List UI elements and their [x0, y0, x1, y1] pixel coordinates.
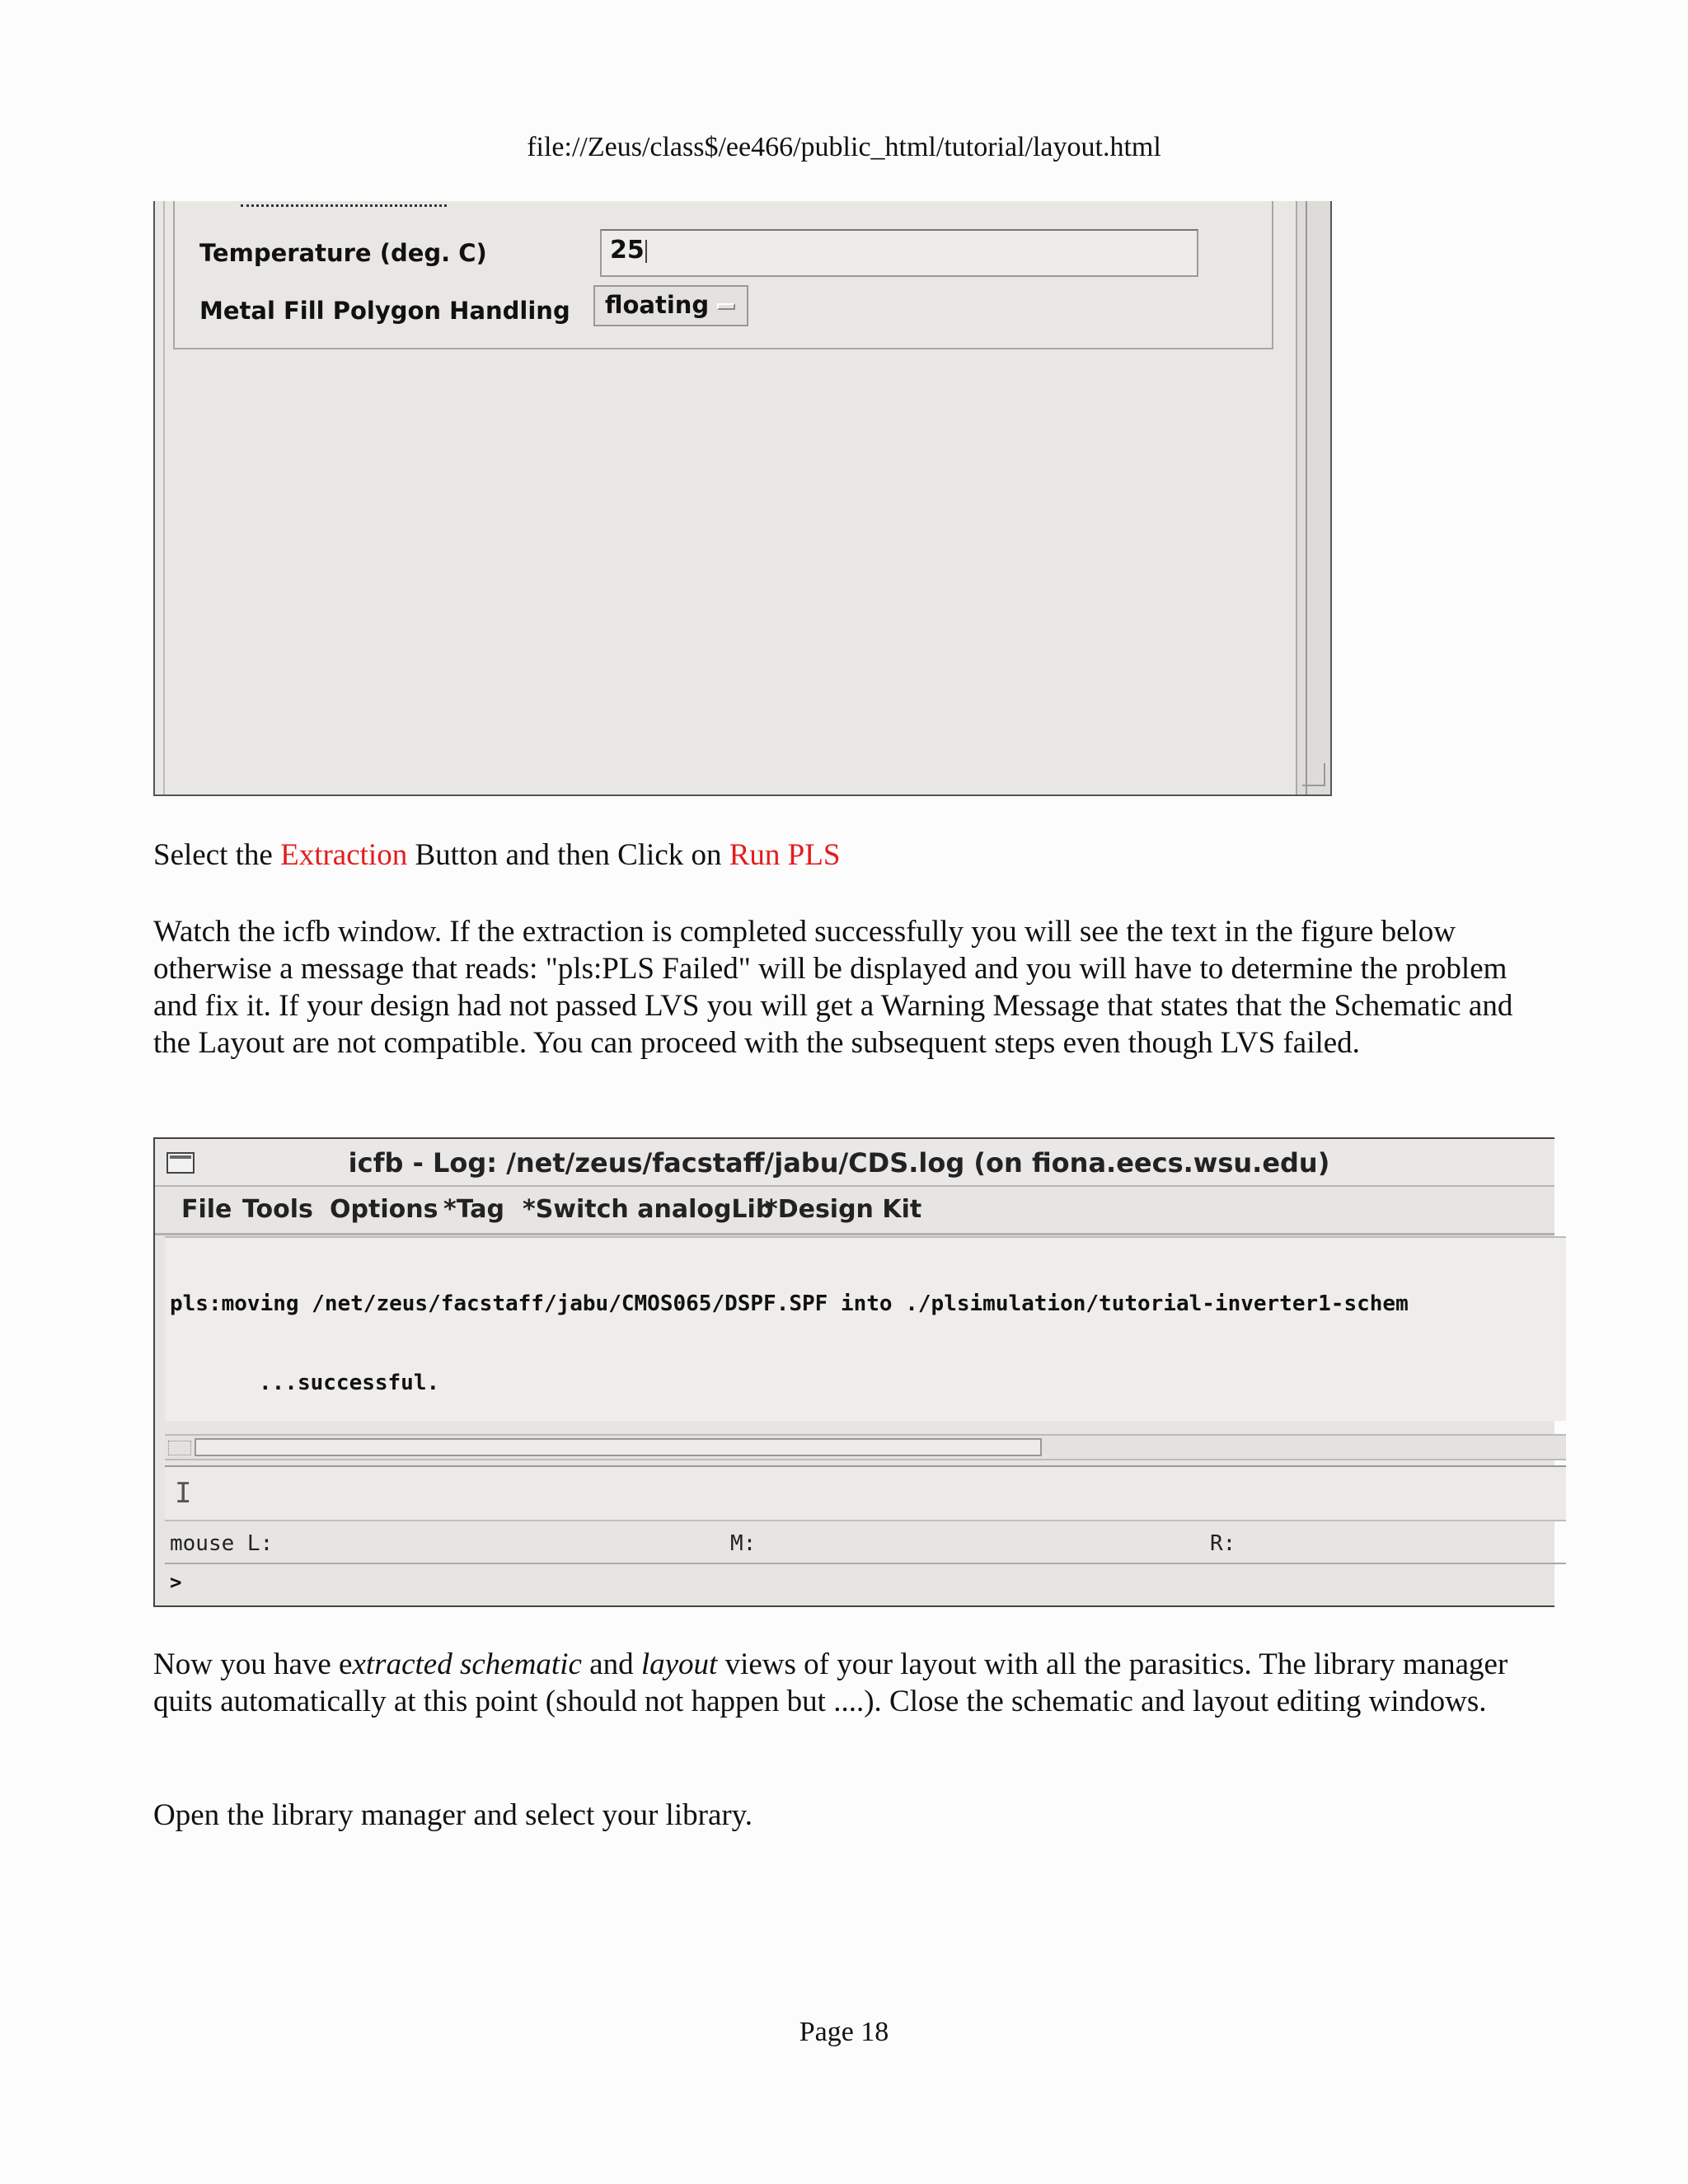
dropdown-indicator-icon — [717, 303, 735, 310]
text-cursor-icon: I — [175, 1477, 192, 1510]
mouse-binding-bar — [165, 1521, 1566, 1563]
log-output-area[interactable] — [165, 1236, 1566, 1421]
mouse-right-label: R: — [1210, 1531, 1236, 1556]
para2-text-3: views of your layout with all the parasitics. The library manager quits automatically at this point (should not happen but ....). Close the schematic and layout editing windows. — [153, 1647, 1508, 1718]
scrollbar-thumb[interactable] — [195, 1438, 1042, 1456]
metal-fill-dropdown[interactable] — [593, 285, 748, 326]
horizontal-scrollbar[interactable] — [165, 1434, 1566, 1460]
paragraph-watch-icfb: Watch the icfb window. If the extraction is completed successfully you will see the text in the figure below otherwise a message that reads: "pls:PLS Failed" will be displayed and you will have to determine the problem and fix it. If your design had not passed LVS you will get a Warning Message that states that the Schematic and the Layout are not compatible. You can proceed with the subsequent steps even though LVS failed. — [153, 915, 1513, 1060]
page-url-header: file://Zeus/class$/ee466/public_html/tutorial/layout.html — [527, 132, 1161, 162]
temperature-input[interactable] — [600, 229, 1198, 277]
log-line: pls:moving /net/zeus/facstaff/jabu/CMOS065/DSPF.SPF into ./plsimulation/tutorial-inverter1-schem — [170, 1291, 1409, 1316]
mouse-left-label: mouse L: — [170, 1531, 274, 1556]
window-titlebar[interactable] — [155, 1139, 1554, 1187]
para2-layout: layout — [640, 1647, 718, 1681]
command-input-field[interactable] — [165, 1465, 1566, 1521]
instruction-text-2: Button and then Click on — [407, 838, 729, 872]
prompt-symbol: > — [170, 1571, 182, 1594]
paragraph-extracted-views — [153, 1646, 1546, 1720]
instruction-line — [153, 837, 1546, 874]
menu-switch-analoglib[interactable]: *Switch analogLib — [523, 1195, 774, 1224]
window-title: icfb - Log: /net/zeus/facstaff/jabu/CDS.log (on fiona.eecs.wsu.edu) — [348, 1147, 1330, 1179]
vertical-scrollbar[interactable] — [1296, 201, 1330, 794]
scrollbar-groove — [1306, 201, 1307, 794]
page-number: Page 18 — [799, 2017, 889, 2047]
temperature-value: 25 — [610, 236, 645, 265]
menu-bar — [155, 1192, 1554, 1235]
icfb-log-window — [153, 1137, 1554, 1607]
para2-text-1: Now you have e — [153, 1647, 353, 1681]
extraction-options-panel — [153, 201, 1332, 796]
prompt-bar — [165, 1563, 1566, 1602]
log-line: ...successful. — [259, 1371, 440, 1395]
para2-text-2: and — [581, 1647, 641, 1681]
menu-options[interactable]: Options — [330, 1195, 438, 1224]
mouse-middle-label: M: — [730, 1531, 757, 1556]
panel-left-edge — [163, 201, 165, 794]
menu-tools[interactable]: Tools — [242, 1195, 313, 1224]
menu-file[interactable]: File — [181, 1195, 232, 1224]
paragraph-open-library: Open the library manager and select your library. — [153, 1798, 753, 1832]
para2-extracted-schematic: xtracted schematic — [352, 1647, 582, 1681]
run-pls-highlight: Run PLS — [729, 838, 841, 872]
options-group-box — [173, 201, 1273, 349]
menu-tag[interactable]: *Tag — [443, 1195, 505, 1224]
resize-grip-icon[interactable] — [1302, 763, 1325, 786]
metal-fill-value: floating — [605, 291, 710, 319]
instruction-text-1: Select the — [153, 838, 281, 872]
extraction-highlight: Extraction — [280, 838, 408, 872]
metal-fill-label: Metal Fill Polygon Handling — [199, 297, 570, 325]
scroll-left-icon[interactable] — [168, 1441, 191, 1455]
text-cursor — [645, 240, 647, 263]
temperature-label: Temperature (deg. C) — [199, 239, 487, 267]
cropped-row-edge — [241, 201, 447, 207]
menu-design-kit[interactable]: *Design Kit — [765, 1195, 922, 1224]
